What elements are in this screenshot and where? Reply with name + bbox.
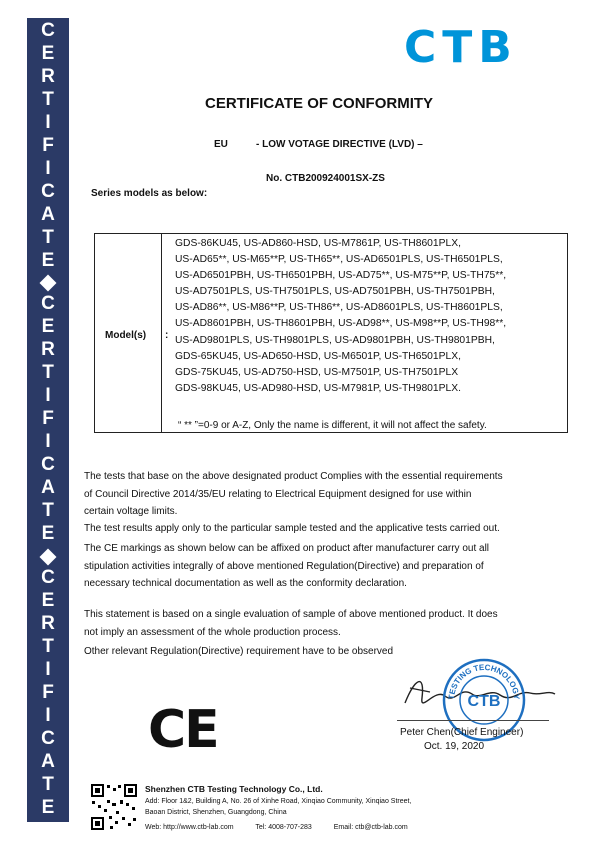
diamond-icon [40,548,57,565]
model-line: GDS-65KU45, US-AD650-HSD, US-M6501P, US-TH6501PLX, [175,350,461,362]
model-line: US-AD9801PLS, US-TH9801PLS, US-AD9801PBH, US-TH9801PBH, [175,334,495,346]
statement-line: stipulation activities integrally of above mentioned Regulation(Directive) and preparation of [84,560,484,572]
statement-line: necessary technical documentation as well as the conformity declaration. [84,578,407,589]
model-line: GDS-98KU45, US-AD980-HSD, US-M7981P, US-TH9801PLX. [175,382,461,394]
series-label: Series models as below: [91,188,208,199]
statement-line: This statement is based on a single evaluation of sample of above mentioned product. It does [84,609,498,620]
side-word-2: CERTIFICATE [37,293,59,547]
address-line: Add: Floor 1&2, Building A, No. 26 of Xinhe Road, Xinqiao Community, Xinqiao Street, [145,798,412,805]
directive-name: - LOW VOTAGE DIRECTIVE (LVD) – [256,139,423,150]
web-link[interactable]: Web: http://www.ctb-lab.com [145,824,234,831]
model-line: GDS-75KU45, US-AD750-HSD, US-M7501P, US-TH7501PLX [175,366,459,378]
page-title: CERTIFICATE OF CONFORMITY [205,95,434,112]
address-line: Baoan District, Shenzhen, Guangdong, China [145,808,287,816]
statement-paragraph [84,520,584,538]
statement-line: The tests that base on the above designated product Complies with the essential requirements [84,471,503,482]
diamond-icon [40,275,57,292]
statement-line: not imply an assessment of the whole production process. [84,626,341,638]
statement-line: The test results apply only to the particular sample tested and the applicative tests carried out. [84,523,500,534]
side-word-3: CERTIFICATE [37,566,59,820]
side-band [27,18,69,822]
svg-text:TESTING TECHNOLOGY: TESTING TECHNOLOGY [446,662,522,700]
statement-line: The CE markings as shown below can be affixed on product after manufacturer carry out all [84,543,490,554]
side-word-1: CERTIFICATE [37,20,59,274]
email-link[interactable]: Email: ctb@ctb-lab.com [333,824,408,831]
directive-eu: EU [214,139,228,150]
model-line: US-AD8601PBH, US-TH8601PBH, US-AD98**, US-M98**P, US-TH98**, [175,318,507,330]
model-line: US-AD65**, US-M65**P, US-TH65**, US-AD6501PLS, US-TH6501PLS, [175,254,503,266]
statement-line: of Council Directive 2014/35/EU relating to Electrical Equipment designed for use within [84,488,472,500]
statement-line: certain voltage limits. [84,506,178,517]
statement-paragraph [84,540,584,593]
company-name: Shenzhen CTB Testing Technology Co., Ltd. [145,784,323,794]
svg-text:CTB: CTB [467,693,501,710]
statement-line: Other relevant Regulation(Directive) requirement have to be observed [84,646,394,657]
signer-name: Peter Chen(Chief Engineer) [400,727,524,738]
model-line: US-AD6501PBH, US-TH6501PBH, US-AD75**, US-M75**P, US-TH75**, [175,270,507,282]
model-note: “ ** ”=0-9 or A-Z, Only the name is different, it will not affect the safety. [178,420,487,431]
model-line: US-AD7501PLS, US-TH7501PLS, US-AD7501PBH, US-TH7501PBH, [175,286,495,298]
signature-line [397,720,549,721]
model-label: Model(s) [105,330,147,341]
qr-code-icon [90,783,138,831]
statement-paragraph [84,606,584,641]
ce-mark: CE [148,700,218,760]
model-colon: : [165,330,169,341]
model-line: US-AD86**, US-M86**P, US-TH86**, US-AD8601PLS, US-TH8601PLS, [175,302,503,314]
company-contact [145,824,408,831]
statement-paragraph [84,468,584,521]
ctb-logo: CTB [404,22,518,73]
signature-date: Oct. 19, 2020 [424,741,485,752]
model-list [175,236,506,397]
tel: Tel: 4008-707-283 [255,824,312,831]
certificate-number: No. CTB200924001SX-ZS [266,173,385,184]
company-address [145,797,485,818]
model-line: GDS-86KU45, US-AD860-HSD, US-M7861P, US-TH8601PLX, [175,238,461,249]
